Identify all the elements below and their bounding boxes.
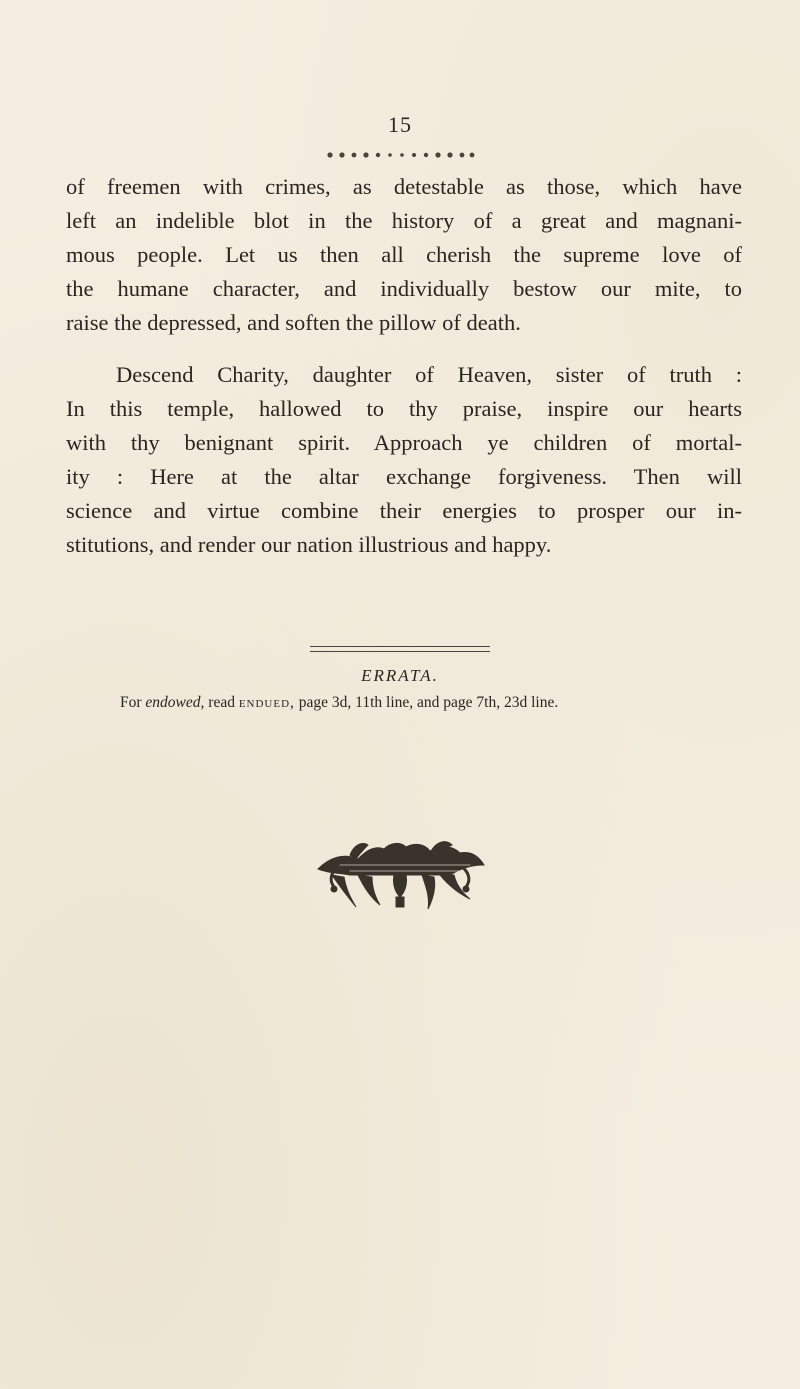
errata-heading: ERRATA. — [361, 666, 439, 685]
header-ornament-dots — [0, 150, 800, 162]
body-text — [66, 170, 742, 562]
section-rule — [310, 646, 490, 652]
paragraph-gap — [66, 340, 742, 358]
text-line: Descend Charity, daughter of Heaven, sister of truth : — [116, 362, 742, 387]
text-line: the humane character, and individually bestow our mite, to — [66, 276, 742, 301]
text-line: with thy benignant spirit. Approach ye children of mortal- — [66, 430, 742, 455]
paragraph-2 — [66, 358, 742, 562]
text-line: raise the depressed, and soften the pillow of death. — [66, 310, 521, 335]
text-line: stitutions, and render our nation illustrious and happy. — [66, 532, 552, 557]
errata-wrong-word: endowed, — [145, 694, 205, 711]
text-line: ity : Here at the altar exchange forgiveness. Then will — [66, 464, 742, 489]
errata-read: read — [208, 694, 235, 711]
text-line: left an indelible blot in the history of a great and magnani- — [66, 208, 742, 233]
errata-location: page 3d, 11th line, and page 7th, 23d line. — [298, 694, 559, 711]
text-line: In this temple, hallowed to thy praise, inspire our hearts — [66, 396, 742, 421]
paragraph-1 — [66, 170, 742, 340]
page-number: 15 — [388, 112, 412, 137]
errata-prefix: For — [120, 694, 142, 711]
text-line: science and virtue combine their energies to prosper our in- — [66, 498, 742, 523]
errata-correct-word: endued, — [238, 694, 295, 711]
errata-entry — [120, 694, 680, 712]
text-line: of freemen with crimes, as detestable as those, which have — [66, 174, 742, 199]
text-line: mous people. Let us then all cherish the supreme love of — [66, 242, 742, 267]
tailpiece-ornament-icon — [310, 835, 490, 925]
